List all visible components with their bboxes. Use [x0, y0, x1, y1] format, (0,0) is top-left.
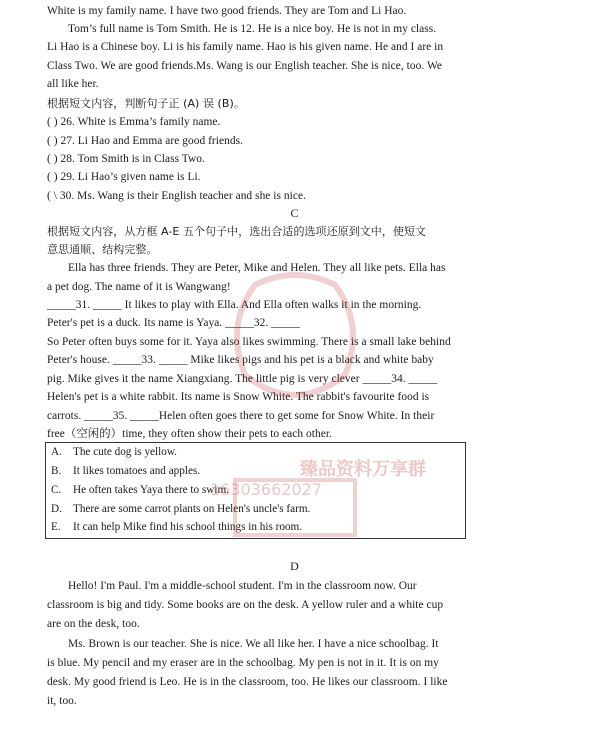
passage-c-line-7: pig. Mike gives it the name Xiangxiang. The little pig is very clever _____34. _____ — [47, 373, 438, 385]
passage-c-line-5: So Peter often buys some for it. Yaya also likes swimming. There is a small lake behind — [47, 336, 451, 348]
question-text: 30. Ms. Wang is their English teacher and she is nice. — [59, 190, 306, 202]
passage-b-line-5: all like her. — [47, 78, 99, 90]
question-27 — [47, 134, 567, 149]
passage-b-line-4: Class Two. We are good friends.Ms. Wang is our English teacher. She is nice, too. We — [47, 60, 442, 72]
option-letter: D. — [51, 503, 62, 515]
option-text: He often takes Yaya there to swim. — [73, 484, 229, 496]
watermark-text-1: 臻品资料万享群 — [300, 459, 426, 480]
passage-b-line-3: Li Hao is a Chinese boy. Li is his family name. Hao is his given name. He and I are in — [47, 41, 444, 53]
question-29 — [47, 170, 567, 185]
passage-c-line-8: Helen's pet is a white rabbit. Its name is Snow White. The rabbit's favourite food is — [47, 391, 430, 403]
question-28 — [47, 152, 567, 167]
watermark-text-2: 16303662027 — [210, 480, 322, 499]
section-c-heading: C — [290, 206, 299, 220]
passage-c-line-9: carrots. _____35. _____Helen often goes there to get some for Snow White. In their — [47, 410, 435, 422]
option-letter: A. — [51, 446, 62, 458]
option-e — [51, 520, 461, 535]
question-text: 29. Li Hao’s given name is Li. — [60, 171, 201, 183]
option-text: It likes tomatoes and apples. — [73, 465, 201, 477]
option-d — [51, 502, 461, 517]
passage-b-line-1: White is my family name. I have two good friends. They are Tom and Li Hao. — [47, 5, 407, 17]
section-d-heading: D — [290, 559, 299, 573]
answer-paren: ( ) — [47, 135, 58, 147]
passage-d-line-6: desk. My good friend is Leo. He is in the classroom, too. He likes our classroom. I like — [47, 676, 448, 688]
passage-d-line-7: it, too. — [47, 695, 77, 707]
passage-b-line-2: Tom’s full name is Tom Smith. He is 12. He is a nice boy. He is not in my class. — [68, 23, 437, 35]
question-30 — [47, 189, 567, 204]
passage-c-line-3: _____31. _____ It likes to play with Ella. And Ella often walks it in the morning. — [47, 299, 422, 311]
question-text: 28. Tom Smith is in Class Two. — [60, 153, 205, 165]
answer-paren: ( ) — [47, 171, 58, 183]
passage-d-line-5: is blue. My pencil and my eraser are in the schoolbag. My pen is not in it. It is on my — [47, 657, 439, 669]
question-text: 26. White is Emma’s family name. — [60, 116, 221, 128]
option-letter: E. — [51, 521, 61, 533]
passage-c-line-2: a pet dog. The name of it is Wangwang! — [47, 281, 231, 293]
option-letter: C. — [51, 484, 62, 496]
option-letter: B. — [51, 465, 62, 477]
passage-d-line-3: are on the desk, too. — [47, 618, 140, 630]
question-26 — [47, 115, 567, 130]
passage-c-line-1: Ella has three friends. They are Peter, Mike and Helen. They all like pets. Ella has — [68, 262, 446, 274]
passage-d-line-4: Ms. Brown is our teacher. She is nice. We all like her. I have a nice schoolbag. It — [68, 638, 439, 650]
passage-d-line-2: classroom is big and tidy. Some books are on the desk. A yellow ruler and a white cup — [47, 599, 444, 611]
answer-paren: ( ) — [47, 116, 58, 128]
answer-paren: ( ) — [47, 153, 58, 165]
passage-c-line-6: Peter's house. _____33. _____ Mike likes pigs and his pet is a black and white baby — [47, 354, 434, 366]
option-text: The cute dog is yellow. — [73, 446, 177, 458]
passage-c-line-4: Peter's pet is a duck. Its name is Yaya. _____32. _____ — [47, 317, 300, 329]
instruction-b: 根据短文内容，判断句子正 (A) 误 (B)。 — [47, 97, 245, 110]
option-text: It can help Mike find his school things in his room. — [73, 521, 303, 533]
passage-c-line-10: free（空闲的）time, they often show their pets to each other. — [47, 428, 332, 440]
instruction-c-line-2: 意思通顺、结构完整。 — [47, 243, 158, 256]
answer-paren: ( \ — [47, 190, 57, 202]
question-text: 27. Li Hao and Emma are good friends. — [60, 135, 243, 147]
option-text: There are some carrot plants on Helen's uncle's farm. — [73, 503, 311, 515]
passage-d-line-1: Hello! I'm Paul. I'm a middle-school student. I'm in the classroom now. Our — [68, 580, 417, 592]
instruction-c-line-1: 根据短文内容，从方框 A-E 五个句子中，选出合适的选项还原到文中，使短文 — [47, 225, 427, 238]
